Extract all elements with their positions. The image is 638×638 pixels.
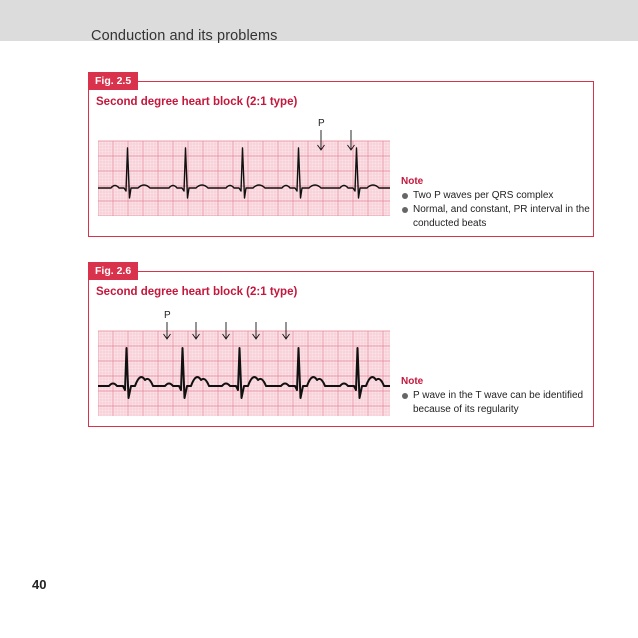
note-heading: Note [401, 176, 424, 187]
chapter-title: Conduction and its problems [91, 28, 278, 44]
figure-2-6 [88, 265, 594, 427]
p-wave-label: P [164, 310, 171, 321]
page-number: 40 [32, 577, 47, 592]
figure-title: Second degree heart block (2:1 type) [96, 286, 298, 298]
note-item: Normal, and constant, PR interval in the conducted beats [401, 203, 591, 231]
figure-2-5 [88, 75, 594, 237]
p-wave-arrow [318, 130, 325, 150]
note-box [401, 375, 591, 417]
note-item: P wave in the T wave can be identified because of its regularity [401, 389, 591, 417]
note-box [401, 175, 591, 231]
ecg-strip [98, 116, 390, 216]
ecg-strip [98, 306, 390, 418]
note-heading: Note [401, 376, 424, 387]
note-item: Two P waves per QRS complex [401, 189, 591, 203]
figure-tag: Fig. 2.6 [88, 262, 138, 280]
p-wave-arrow [348, 130, 355, 150]
figure-title: Second degree heart block (2:1 type) [96, 96, 298, 108]
figure-tag: Fig. 2.5 [88, 72, 138, 90]
p-wave-label: P [318, 118, 325, 129]
